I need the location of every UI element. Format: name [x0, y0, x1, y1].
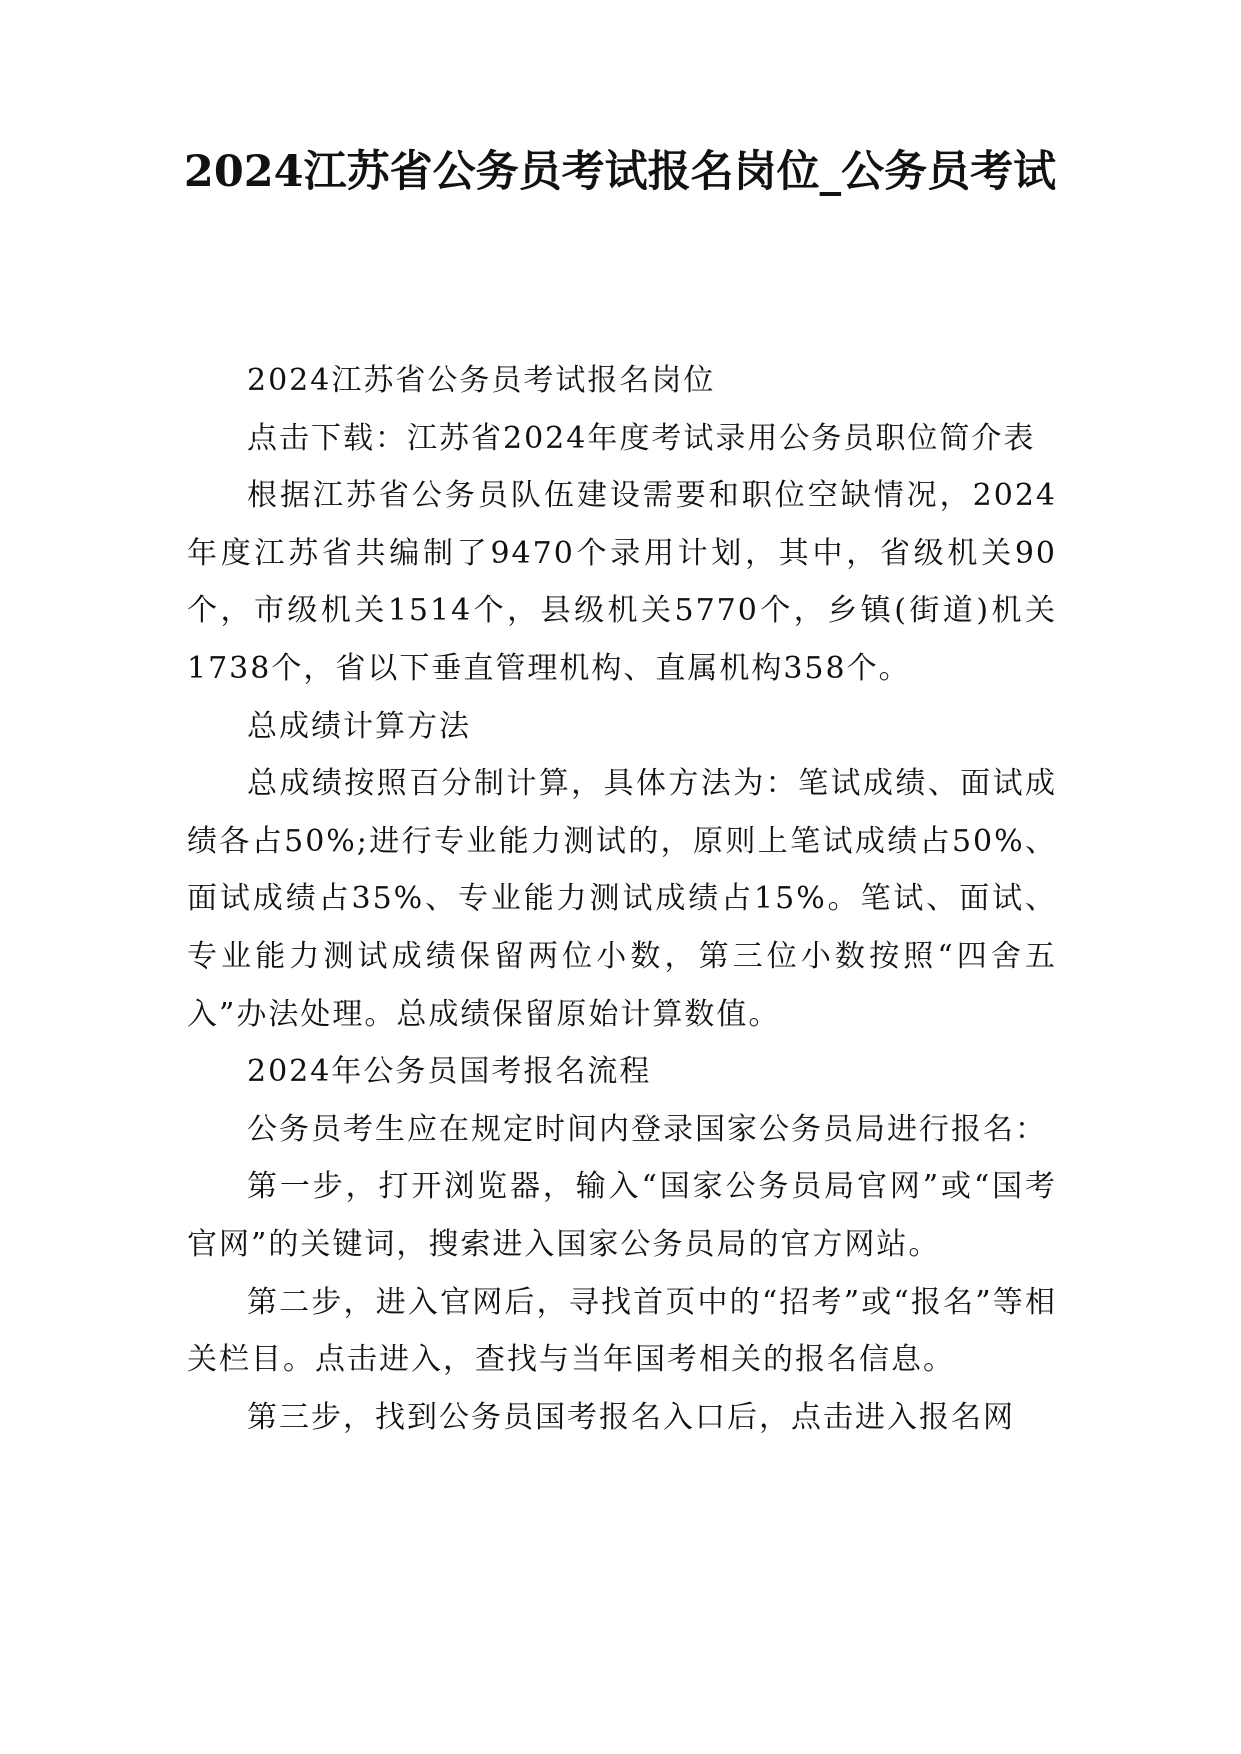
- paragraph-step-two: 第二步，进入官网后，寻找首页中的“招考”或“报名”等相关栏目。点击进入，查找与当年国考相关的报名信息。: [187, 1284, 1057, 1378]
- paragraph-score-method: 总成绩按照百分制计算，具体方法为：笔试成绩、面试成绩各占50%;进行专业能力测试的，原则上笔试成绩占50%、面试成绩占35%、专业能力测试成绩占15%。笔试、面试、专业能力测试成绩保留两位小数，第三位小数按照“四舍五入”办法处理。总成绩保留原始计算数值。: [187, 766, 1057, 1032]
- paragraph-heading-positions: 2024江苏省公务员考试报名岗位: [247, 363, 716, 398]
- paragraph-step-three: 第三步，找到公务员国考报名入口后，点击进入报名网: [247, 1399, 1015, 1435]
- document-title: 2024江苏省公务员考试报名岗位_公务员考试: [183, 147, 1057, 197]
- paragraph-heading-score-method: 总成绩计算方法: [247, 708, 471, 744]
- paragraph-download-link[interactable]: 点击下载：江苏省2024年度考试录用公务员职位简介表: [247, 420, 1036, 456]
- paragraph-recruitment-plan: 根据江苏省公务员队伍建设需要和职位空缺情况，2024年度江苏省共编制了9470个录用计划，其中，省级机关90个，市级机关1514个，县级机关5770个，乡镇(街道)机关1738个，省以下垂直管理机构、直属机构358个。: [187, 478, 1057, 686]
- paragraph-step-one: 第一步，打开浏览器，输入“国家公务员局官网”或“国考官网”的关键词，搜索进入国家公务员局的官方网站。: [187, 1169, 1057, 1262]
- paragraph-heading-registration-process: 2024年公务员国考报名流程: [247, 1054, 652, 1090]
- paragraph-registration-intro: 公务员考生应在规定时间内登录国家公务员局进行报名：: [247, 1111, 1047, 1147]
- document-body: [187, 352, 1057, 1446]
